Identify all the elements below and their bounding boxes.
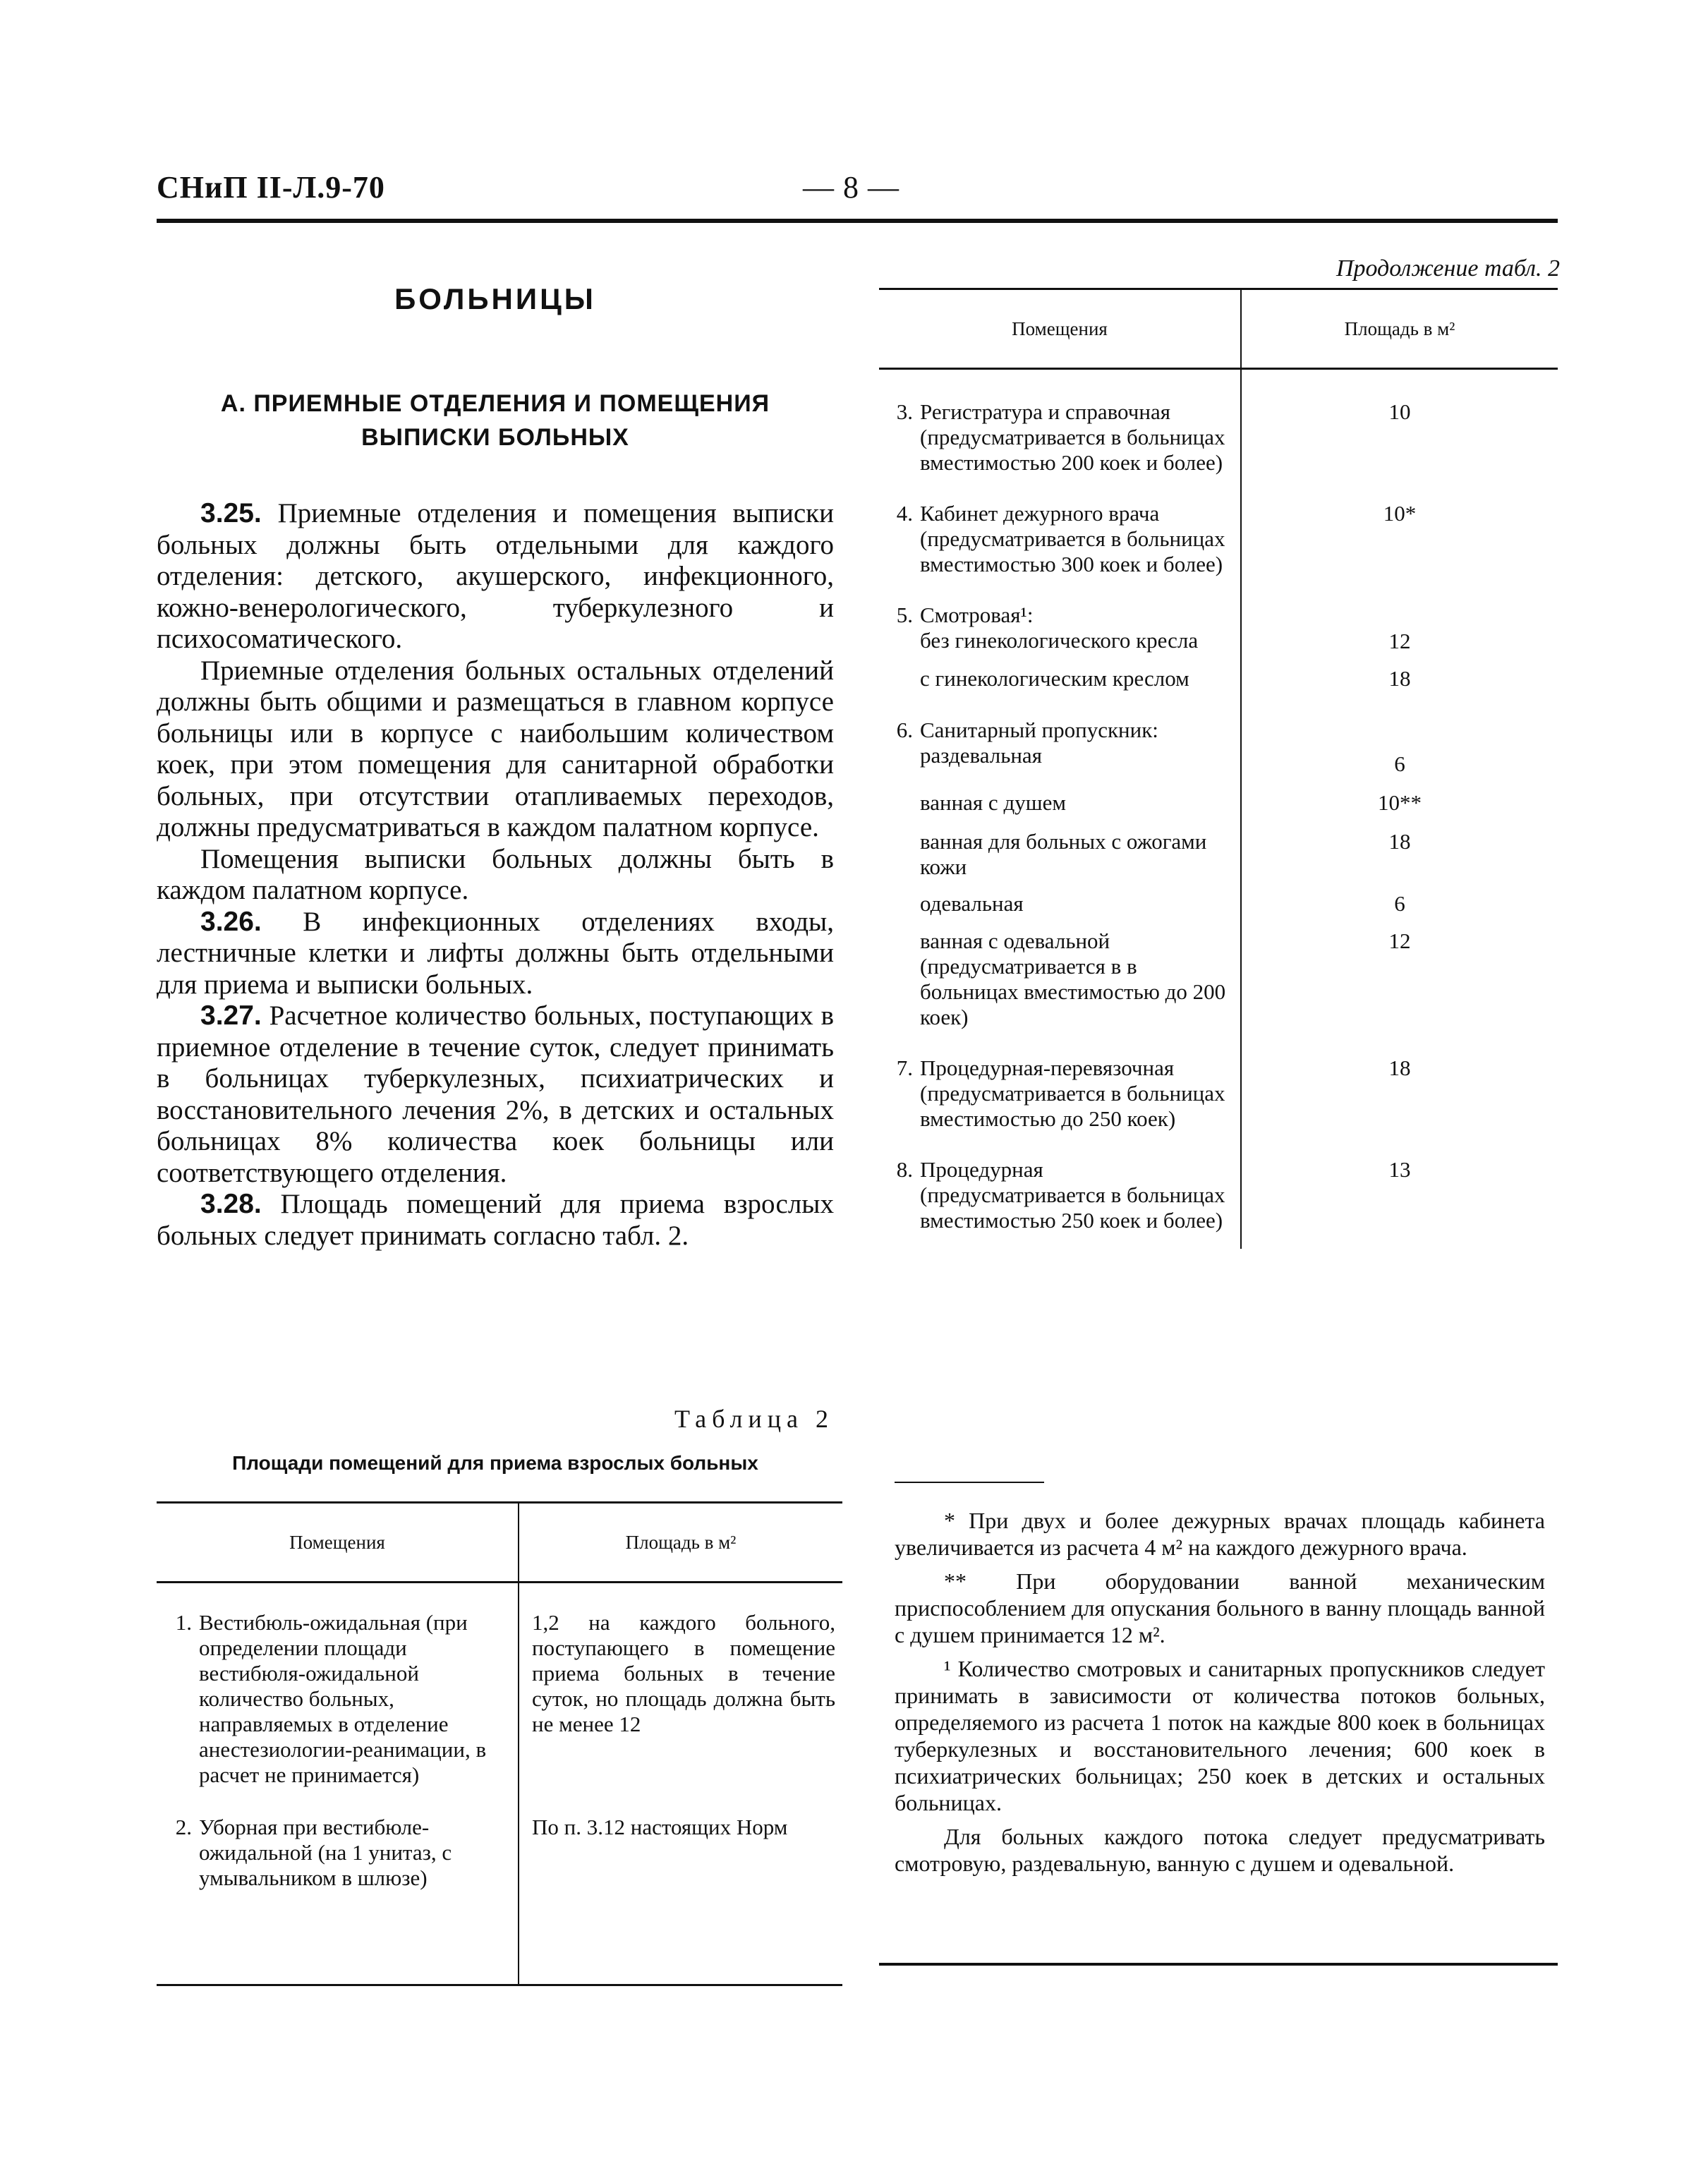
area-value: 13 <box>1388 1157 1411 1182</box>
area-table-part-2 <box>879 288 1558 1249</box>
room-name: Вестибюль-ожидальная (при определении площади вестибюля-ожидальной количество больных, направляемых в отделение анестезиологии-реанимации, в расчет не принимается) <box>199 1610 487 1787</box>
footnotes <box>895 1507 1545 1884</box>
table-label: Таблица 2 <box>674 1405 834 1433</box>
table-title: Площади помещений для приема взрослых больных <box>232 1452 758 1474</box>
column-header-room: Помещения <box>879 289 1241 369</box>
bottom-rule <box>879 1963 1558 1966</box>
area-value: 10* <box>1383 501 1417 526</box>
row-number: 4. <box>896 501 913 526</box>
table-row <box>157 1788 842 1985</box>
table-row <box>879 816 1558 880</box>
area-value: 6 <box>1394 751 1405 776</box>
table-row <box>879 692 1558 743</box>
row-number: 6. <box>896 718 913 742</box>
page-number: — 8 — <box>803 170 900 205</box>
table-row <box>879 778 1558 816</box>
room-name: Кабинет дежурного врача (предусматривается в больницах вместимостью 300 коек и более) <box>920 501 1225 576</box>
section-title: БОЛЬНИЦЫ <box>394 282 596 315</box>
area-value: 6 <box>1394 891 1405 916</box>
area-value: 18 <box>1388 666 1411 691</box>
row-number: 1. <box>175 1610 192 1635</box>
paragraph: Помещения выписки больных должны быть в каждом палатном корпусе. <box>157 843 834 905</box>
footnote-rule <box>895 1482 1044 1483</box>
area-value: 12 <box>1388 629 1411 653</box>
header-rule <box>157 219 1558 223</box>
row-number: 2. <box>175 1815 192 1839</box>
subsection-title: А. ПРИЕМНЫЕ ОТДЕЛЕНИЯ И ПОМЕЩЕНИЯ ВЫПИСКИ БОЛЬНЫХ <box>220 390 770 451</box>
table-row <box>879 476 1558 577</box>
column-header-area: Площадь в м² <box>519 1503 842 1583</box>
footnote: * При двух и более дежурных врачах площадь кабинета увеличивается из расчета 4 м² на каждого дежурного врача. <box>895 1508 1545 1560</box>
paragraph: Приемные отделения больных остальных отделений должны быть общими и размещаться в главном корпусе больницы или в корпусе с наибольшим количеством коек, при этом помещения для санитарной обработки больных, при отсутствии отапливаемых переходов, должны предусматриваться в каждом палатном корпусе. <box>157 655 834 842</box>
room-name: с гинекологическим креслом <box>879 655 1241 692</box>
column-header-area: Площадь в м² <box>1241 289 1558 369</box>
area-value: 1,2 на каждого больного, поступающего в помещение приема больных в течение суток, но площадь должна быть не менее 12 <box>532 1610 835 1736</box>
area-value <box>1241 577 1558 628</box>
row-number: 3. <box>896 399 913 424</box>
room-name: раздевальная <box>879 743 1241 778</box>
room-name: Регистратура и справочная (предусматривается в больницах вместимостью 200 коек и более) <box>920 399 1225 475</box>
area-value: 18 <box>1388 1055 1411 1080</box>
area-value: 18 <box>1388 829 1411 854</box>
room-name: ванная с одевальной (предусматривается в в больницах вместимостью до 200 коек) <box>879 917 1241 1030</box>
table-continuation-label: Продолжение табл. 2 <box>1335 255 1560 282</box>
room-name: ванная с душем <box>879 778 1241 816</box>
table-row <box>879 917 1558 1030</box>
area-value <box>1241 692 1558 743</box>
table-row <box>879 1030 1558 1132</box>
paragraph: 3.26. В инфекционных отделениях входы, лестничные клетки и лифты должны быть отдельными для приема и выписки больных. <box>157 906 834 1000</box>
room-name: Процедурная (предусматривается в больницах вместимостью 250 коек и более) <box>920 1157 1225 1233</box>
row-number: 5. <box>896 603 913 627</box>
paragraph: 3.28. Площадь помещений для приема взрослых больных следует принимать согласно табл. 2. <box>157 1189 834 1251</box>
table-row <box>879 369 1558 476</box>
paragraph: 3.27. Расчетное количество больных, поступающих в приемное отделение в течение суток, следует принимать в больницах туберкулезных, психиатрических и восстановительного лечения 2%, в детских и остальных больницах 8% количества коек больницы или соответствующего отделения. <box>157 1000 834 1188</box>
table-row <box>157 1583 842 1789</box>
table-row <box>879 1132 1558 1249</box>
paragraph: 3.25. Приемные отделения и помещения выписки больных должны быть отдельными для каждого отделения: детского, акушерского, инфекционного, кожно-венерологического, туберкулезного и психосоматического. <box>157 498 834 654</box>
area-table-part-1 <box>157 1501 842 1986</box>
area-value: 10** <box>1378 790 1422 815</box>
document-code: СНиП II-Л.9-70 <box>157 170 385 205</box>
room-name: Уборная при вестибюле-ожидальной (на 1 унитаз, с умывальником в шлюзе) <box>199 1815 452 1890</box>
footnote: ** При оборудовании ванной механическим приспособлением для опускания больного в ванну площадь ванной с душем принимается 12 м². <box>895 1568 1545 1647</box>
row-number: 7. <box>896 1055 913 1080</box>
body-text <box>157 498 834 1252</box>
room-name: одевальная <box>879 880 1241 917</box>
row-number: 8. <box>896 1157 913 1182</box>
table-row <box>879 743 1558 778</box>
room-name: Смотровая¹: <box>920 603 1034 627</box>
room-name: без гинекологического кресла <box>879 628 1241 655</box>
area-value: 12 <box>1388 928 1411 953</box>
table-row <box>879 880 1558 917</box>
footnote: ¹ Количество смотровых и санитарных пропускников следует принимать в зависимости от количества потоков больных, определяемого из расчета 1 поток на каждые 800 коек в больницах туберкулезных и восстановительного лечения; 600 коек в психиатрических больницах; 250 коек в детских и остальных больницах. <box>895 1656 1545 1815</box>
table-row <box>879 628 1558 655</box>
room-name: Процедурная-перевязочная (предусматривается в больницах вместимостью до 250 коек) <box>920 1055 1225 1131</box>
room-name: Санитарный пропускник: <box>920 718 1158 742</box>
room-name: ванная для больных с ожогами кожи <box>879 816 1241 880</box>
footnote: Для больных каждого потока следует предусматривать смотровую, раздевальную, ванную с душем и одевальной. <box>895 1824 1545 1876</box>
column-header-room: Помещения <box>157 1503 519 1583</box>
table-row <box>879 655 1558 692</box>
area-value: 10 <box>1388 399 1411 424</box>
area-value: По п. 3.12 настоящих Норм <box>532 1815 788 1839</box>
table-row <box>879 577 1558 628</box>
